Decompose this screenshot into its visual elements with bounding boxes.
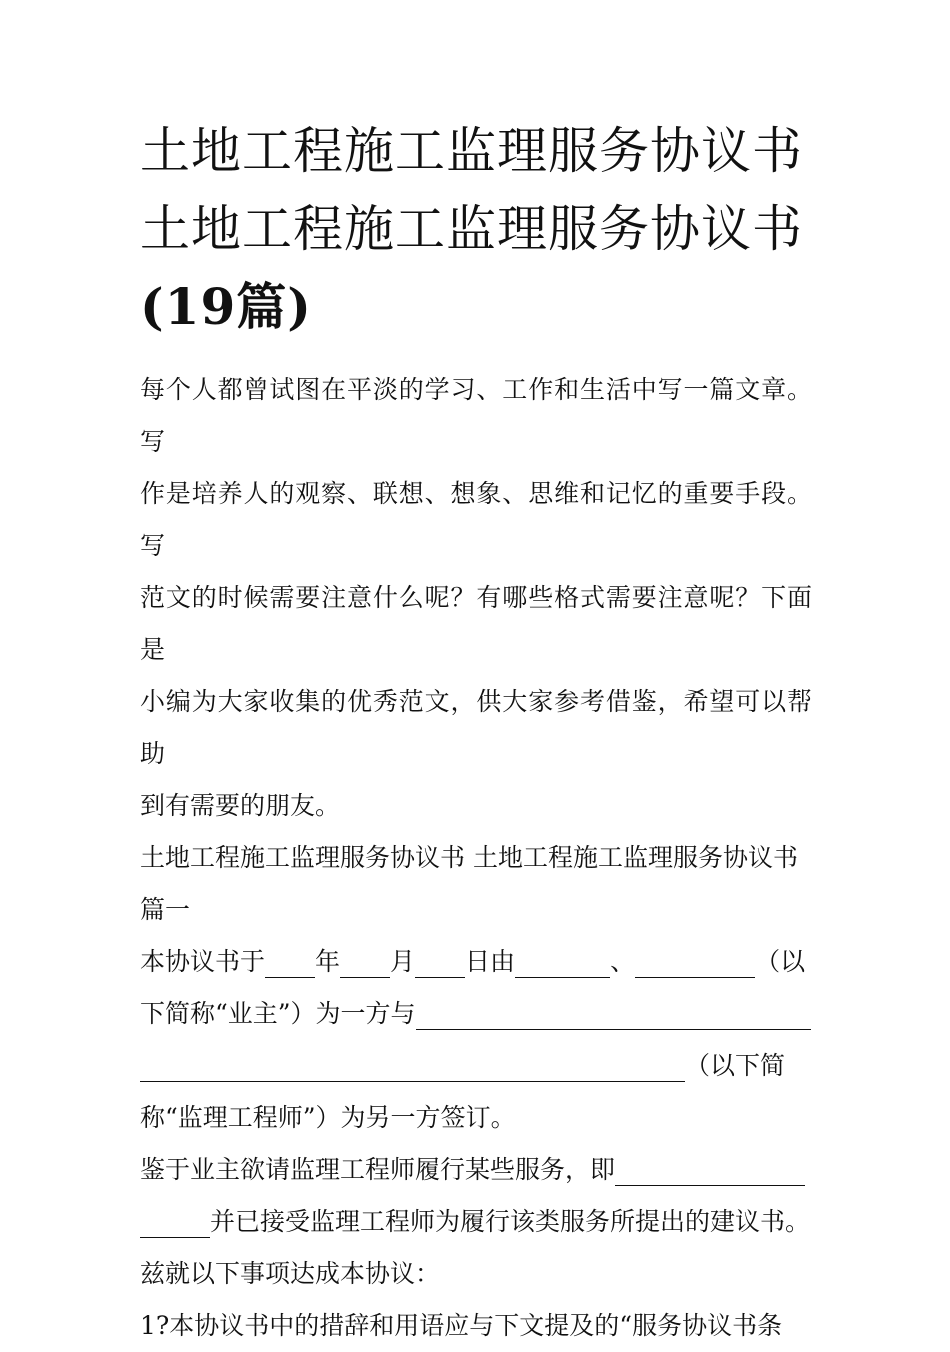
month-blank xyxy=(340,947,390,978)
agreement-owner-line xyxy=(140,988,812,1040)
agreement-text: 月 xyxy=(390,947,416,976)
party-blank-1 xyxy=(515,947,610,978)
agreement-sign-line: 称“监理工程师”）为另一方签订。 xyxy=(140,1103,516,1132)
intro-line: 到有需要的朋友。 xyxy=(140,791,341,820)
agreement-text: 日由 xyxy=(465,947,516,976)
service-line-3: 兹就以下事项达成本协议： xyxy=(140,1259,441,1288)
engineer-blank-1 xyxy=(416,999,811,1030)
service-blank-1 xyxy=(615,1155,805,1186)
document-title xyxy=(140,112,812,346)
service-line-1 xyxy=(140,1144,812,1196)
intro-paragraph xyxy=(140,364,812,832)
service-text: 并已接受监理工程师为履行该类服务所提出的建议书。 xyxy=(210,1207,811,1236)
agreement-date-line xyxy=(140,936,812,988)
agreement-text: 年 xyxy=(315,947,341,976)
intro-line: 作是培养人的观察、联想、想象、思维和记忆的重要手段。写 xyxy=(140,479,812,560)
service-text: 鉴于业主欲请监理工程师履行某些服务，即 xyxy=(140,1155,616,1184)
year-blank xyxy=(265,947,315,978)
intro-line: 每个人都曾试图在平淡的学习、工作和生活中写一篇文章。写 xyxy=(140,375,812,456)
engineer-blank-2 xyxy=(140,1051,685,1082)
document-page xyxy=(140,112,812,1352)
day-blank xyxy=(415,947,465,978)
section-heading: 土地工程施工监理服务协议书 土地工程施工监理服务协议书 xyxy=(140,843,798,872)
title-line-3: (19篇) xyxy=(140,277,312,336)
service-blank-2 xyxy=(140,1207,210,1238)
agreement-text: 、 xyxy=(610,947,636,976)
clause-line-1: 1?本协议书中的措辞和用语应与下文提及的“服务协议书条 xyxy=(140,1311,783,1340)
title-line-2: 土地工程施工监理服务协议书 xyxy=(140,200,803,258)
agreement-engineer-line xyxy=(140,1040,812,1092)
title-line-1: 土地工程施工监理服务协议书 xyxy=(140,122,803,180)
agreement-text: 本协议书于 xyxy=(140,947,266,976)
intro-line: 小编为大家收集的优秀范文，供大家参考借鉴，希望可以帮助 xyxy=(140,687,812,768)
section-subheading: 篇一 xyxy=(140,895,191,924)
agreement-text: 下简称“业主”）为一方与 xyxy=(140,999,416,1028)
agreement-text: （以下简 xyxy=(685,1051,786,1080)
intro-line: 范文的时候需要注意什么呢？有哪些格式需要注意呢？下面是 xyxy=(140,583,812,664)
party-blank-2 xyxy=(635,947,755,978)
service-line-2 xyxy=(140,1196,812,1248)
agreement-text: （以 xyxy=(755,947,806,976)
